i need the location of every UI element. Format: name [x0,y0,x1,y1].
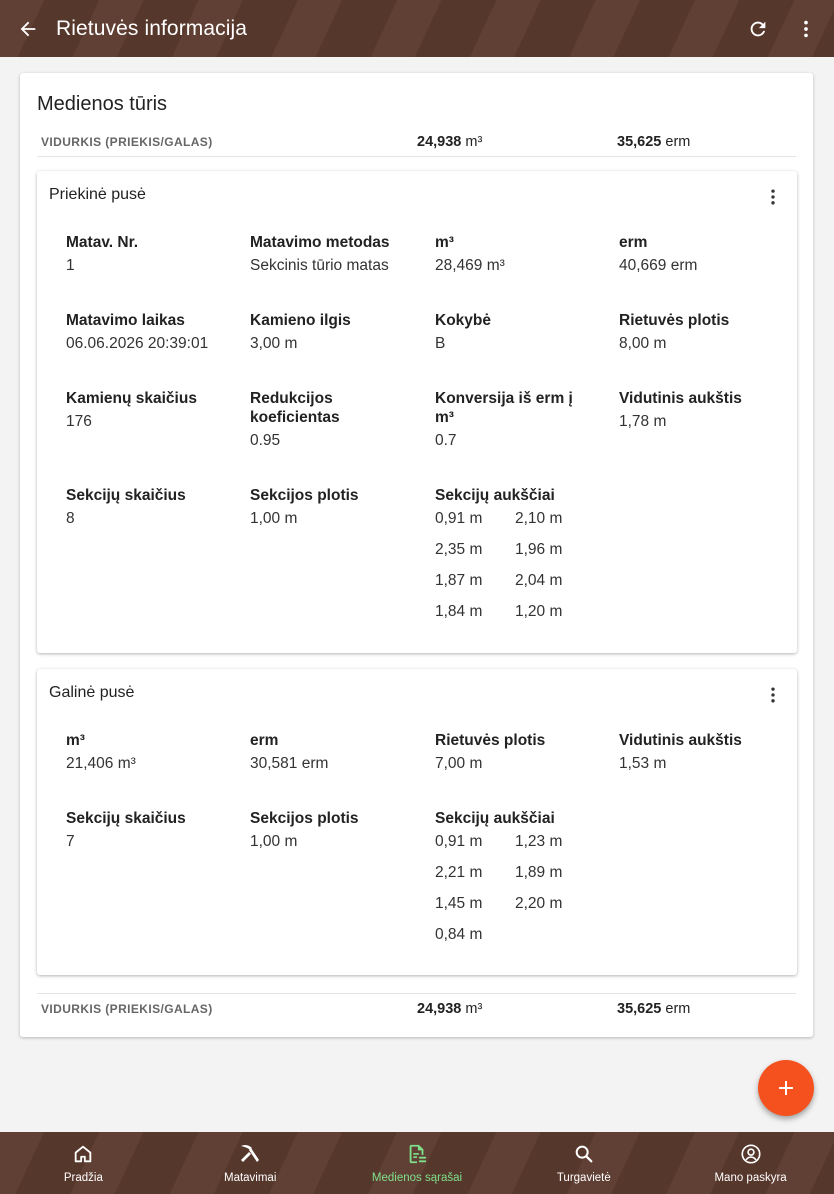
section-heights: Sekcijų aukščiai 0,91 m 1,23 m 2,21 m 1,89 m 1,45 m 2,20 m 0,84 m [435,809,605,944]
back-button[interactable] [0,0,56,57]
section-height: 1,84 m [435,603,483,620]
field-average-height: Vidutinis aukštis 1,78 m [619,390,742,430]
nav-item-home[interactable]: Pradžia [0,1132,167,1194]
nav-item-measurements[interactable]: Matavimai [167,1132,334,1194]
nav-item-marketplace[interactable]: Turgavietė [500,1132,667,1194]
bottom-navigation [0,1132,834,1194]
field-conversion: Konversija iš erm į m³ 0.7 [435,390,573,449]
volume-title: Medienos tūris [37,93,168,115]
average-row-bottom [37,993,796,1023]
average-erm: 35,625 erm [617,133,691,150]
page-title: Rietuvės informacija [56,16,248,40]
section-height: 2,20 m [515,895,563,912]
field-measurement-time: Matavimo laikas 06.06.2026 20:39:01 [66,312,209,352]
field-section-count: Sekcijų skaičius 7 [66,810,186,850]
section-height: 2,10 m [515,510,563,527]
section-height: 1,45 m [435,895,483,912]
section-height: 0,91 m [435,510,483,527]
front-side-menu-button[interactable] [759,183,787,211]
refresh-icon [747,18,769,40]
field-reduction-coefficient: Redukcijos koeficientas 0.95 [250,390,340,449]
nav-item-account[interactable]: Mano paskyra [667,1132,834,1194]
more-vert-icon [795,18,817,40]
field-section-count: Sekcijų skaičius 8 [66,487,186,527]
section-height: 0,91 m [435,833,483,850]
arrow-left-icon [17,18,39,40]
section-height: 1,89 m [515,864,563,881]
app-bar [0,0,834,57]
field-trunk-length: Kamieno ilgis 3,00 m [250,312,351,352]
section-height: 2,35 m [435,541,483,558]
section-height: 0,84 m [435,926,483,943]
more-vert-icon [763,685,783,705]
section-height: 1,96 m [515,541,563,558]
field-trunk-count: Kamienų skaičius 176 [66,390,197,430]
average-erm: 35,625 erm [617,1000,691,1017]
field-section-width: Sekcijos plotis 1,00 m [250,810,359,850]
volume-card [20,73,813,1037]
field-average-height: Vidutinis aukštis 1,53 m [619,732,742,772]
section-height: 1,20 m [515,603,563,620]
average-row-top [37,127,796,157]
field-erm: erm 40,669 erm [619,234,698,274]
home-icon [72,1143,94,1165]
average-label: VIDURKIS (PRIEKIS/GALAS) [41,1001,213,1016]
front-side-card [37,171,797,653]
section-height: 2,21 m [435,864,483,881]
back-side-menu-button[interactable] [759,681,787,709]
back-side-card [37,669,797,975]
field-m3: m³ 28,469 m³ [435,234,505,274]
plus-icon [774,1076,798,1100]
field-measurement-method: Matavimo metodas Sekcinis tūrio matas [250,234,390,274]
more-vert-icon [763,187,783,207]
field-erm: erm 30,581 erm [250,732,329,772]
front-side-title: Priekinė pusė [49,186,146,203]
section-height: 1,87 m [435,572,483,589]
field-section-width: Sekcijos plotis 1,00 m [250,487,359,527]
average-m3: 24,938 m³ [417,1000,483,1017]
average-label: VIDURKIS (PRIEKIS/GALAS) [41,134,213,149]
field-m3: m³ 21,406 m³ [66,732,136,772]
nav-item-wood-lists[interactable]: Medienos sąrašai [334,1132,501,1194]
field-stack-width: Rietuvės plotis 8,00 m [619,312,730,352]
hammer-pick-icon [238,1142,262,1166]
document-list-icon [406,1143,428,1165]
section-height: 2,04 m [515,572,563,589]
refresh-button[interactable] [734,0,782,57]
average-m3: 24,938 m³ [417,133,483,150]
section-heights: Sekcijų aukščiai 0,91 m 2,10 m 2,35 m 1,96 m 1,87 m 2,04 m 1,84 m 1,20 m [435,486,605,621]
field-measurement-no: Matav. Nr. 1 [66,234,139,274]
field-quality: Kokybė B [435,312,491,352]
add-button[interactable] [758,1060,814,1116]
account-circle-icon [740,1143,762,1165]
search-icon [573,1143,595,1165]
back-side-title: Galinė pusė [49,684,135,701]
more-menu-button[interactable] [782,0,830,57]
field-stack-width: Rietuvės plotis 7,00 m [435,732,546,772]
section-height: 1,23 m [515,833,563,850]
